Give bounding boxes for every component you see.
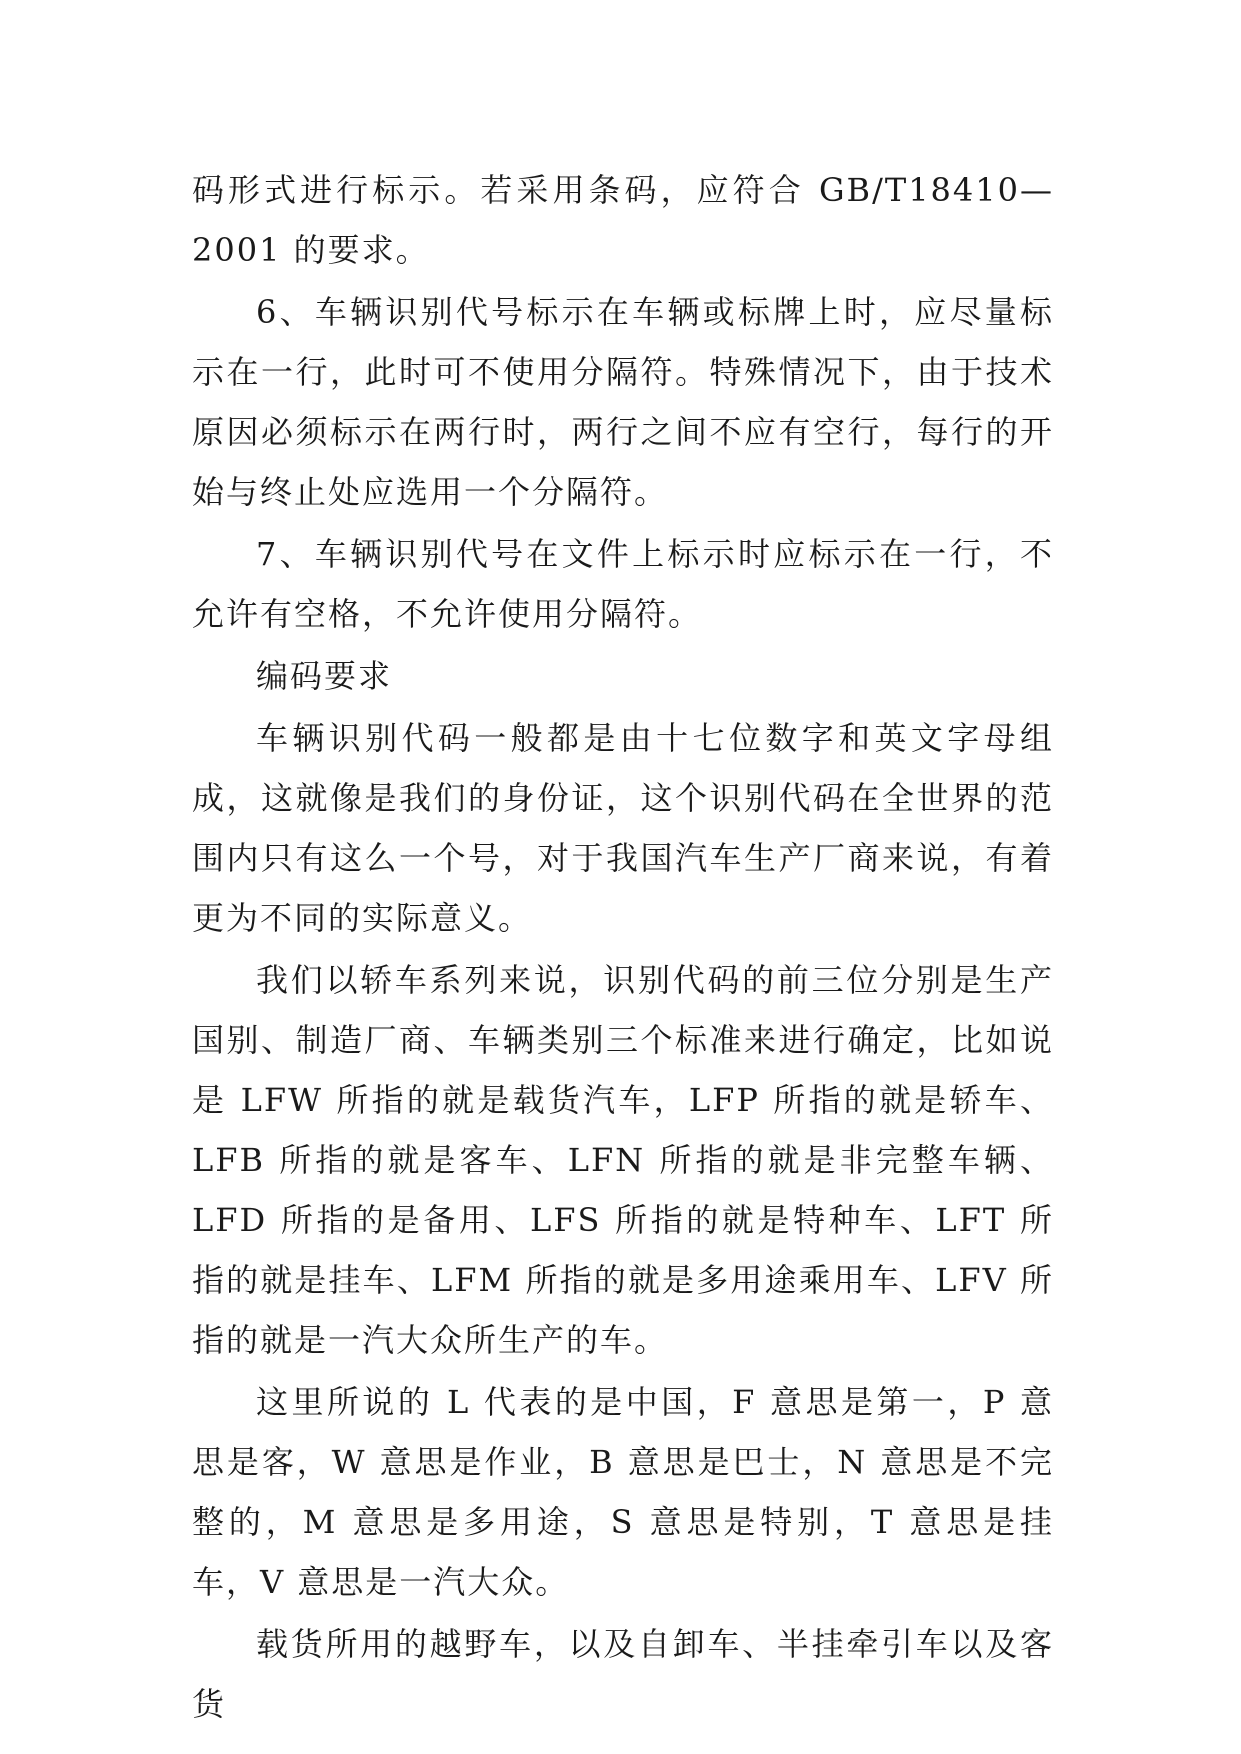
paragraph-vin-overview: 车辆识别代码一般都是由十七位数字和英文字母组成，这就像是我们的身份证，这个识别代码在全世界的范围内只有这么一个号，对于我国汽车生产厂商来说，有着更为不同的实际意义。	[192, 719, 1054, 937]
document-body	[192, 160, 1054, 1736]
paragraph-rule-7: 7、车辆识别代号在文件上标示时应标示在一行，不允许有空格，不允许使用分隔符。	[192, 535, 1054, 633]
section-heading-encoding: 编码要求	[256, 657, 393, 695]
paragraph-barcode-requirement: 码形式进行标示。若采用条码，应符合 GB/T18410—2001 的要求。	[192, 171, 1054, 269]
paragraph-rule-6: 6、车辆识别代号标示在车辆或标牌上时，应尽量标示在一行，此时可不使用分隔符。特殊情况下，由于技术原因必须标示在两行时，两行之间不应有空行，每行的开始与终止处应选用一个分隔符。	[192, 293, 1054, 511]
paragraph-truck-types: 载货所用的越野车，以及自卸车、半挂牵引车以及客货	[192, 1625, 1054, 1723]
paragraph-prefix-examples: 我们以轿车系列来说，识别代码的前三位分别是生产国别、制造厂商、车辆类别三个标准来进行确定，比如说是 LFW 所指的就是载货汽车，LFP 所指的就是轿车、LFB 所指的就是客车、LFN 所指的就是非完整车辆、LFD 所指的是备用、LFS 所指的就是特种车、LFT 所指的就是挂车、LFM 所指的就是多用途乘用车、LFV 所指的就是一汽大众所生产的车。	[192, 961, 1054, 1359]
paragraph-letter-meanings: 这里所说的 L 代表的是中国，F 意思是第一，P 意思是客，W 意思是作业，B 意思是巴士，N 意思是不完整的，M 意思是多用途，S 意思是特别，T 意思是挂车，V 意思是一汽大众。	[192, 1383, 1054, 1601]
